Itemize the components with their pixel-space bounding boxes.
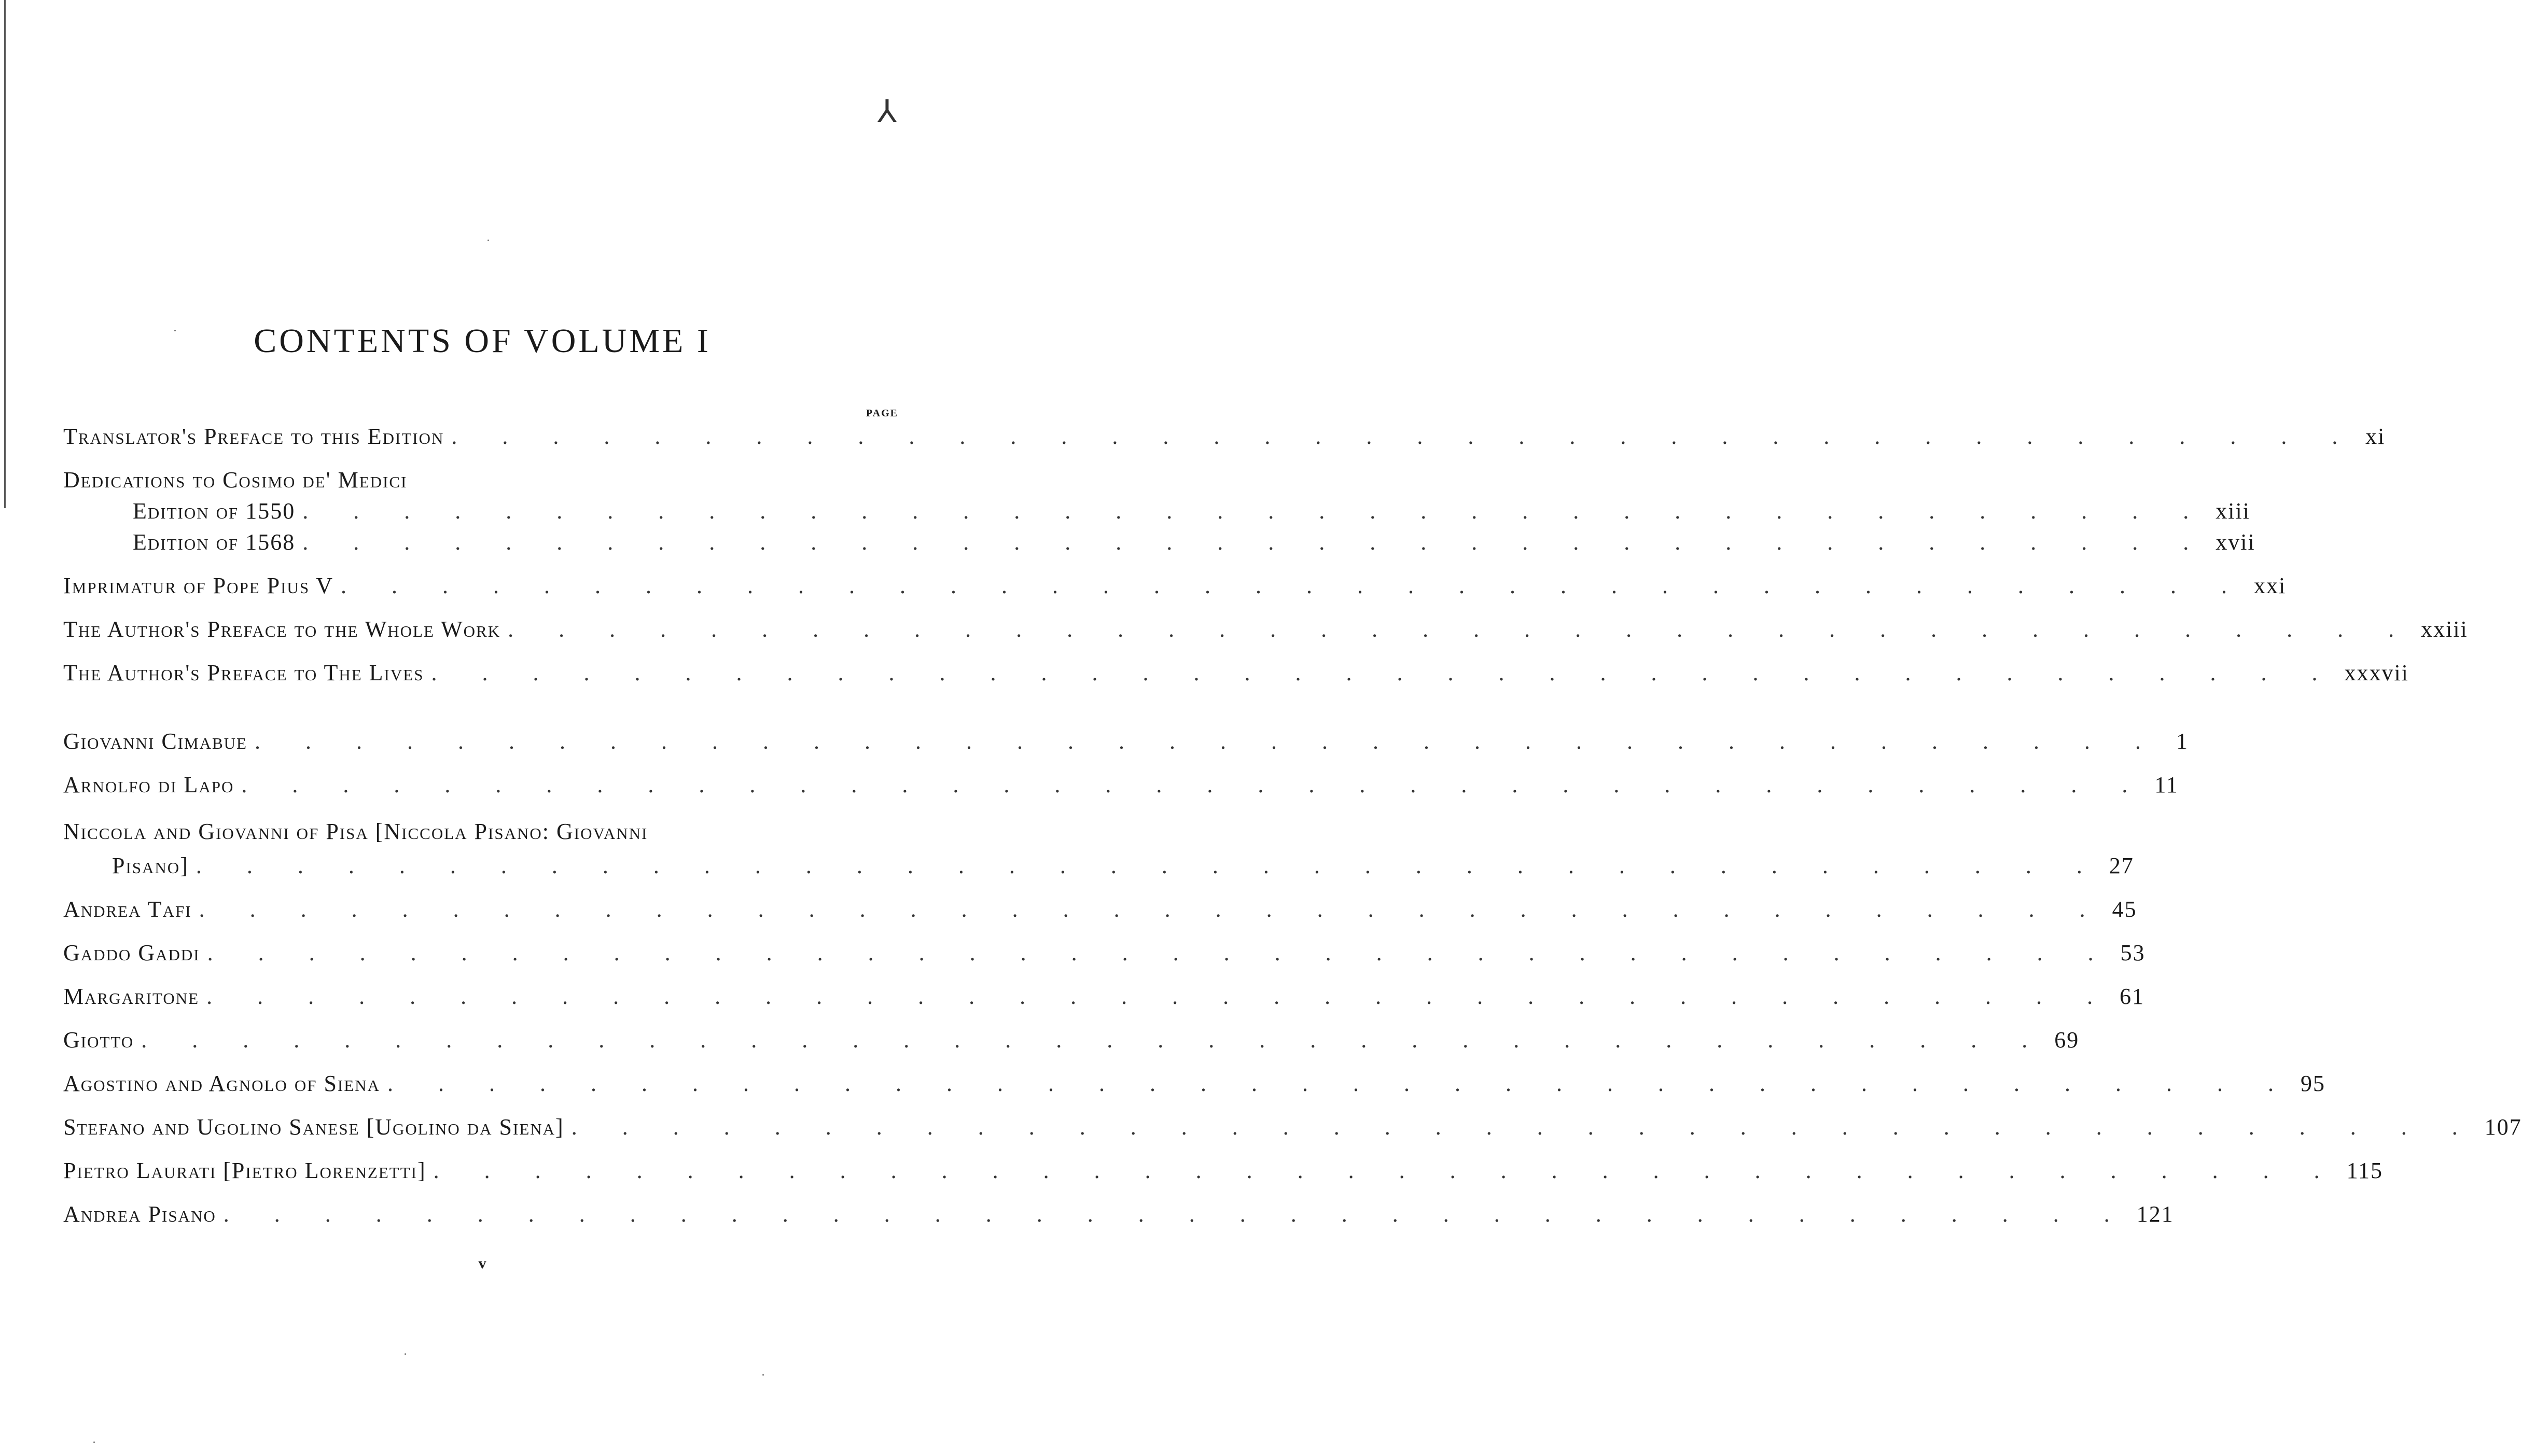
entry-title: The Author's Preface to the Whole Work xyxy=(63,617,501,642)
scan-speck xyxy=(762,1374,764,1376)
dot-leader: . . . . . . . . . . . . . . . . . . . . . . . . . . . . . . . . . . . . . . xyxy=(223,1201,2129,1227)
toc-entry xyxy=(63,1027,2080,1058)
dot-leader: . . . . . . . . . . . . . . . . . . . . . . . . . . . . . . . . . . . . . . xyxy=(254,729,2161,754)
scan-speck xyxy=(487,240,489,241)
dot-leader: . . . . . . . . . . . . . . . . . . . . . . . . . . . . . . . . . . . . . . xyxy=(433,1158,2339,1183)
toc-entry xyxy=(63,1201,2174,1232)
entry-title: Arnolfo di Lapo xyxy=(63,772,234,797)
toc-entry-continuation xyxy=(112,852,2134,884)
entry-page: 115 xyxy=(2346,1158,2384,1183)
toc-entry xyxy=(63,1114,2522,1145)
dot-leader: . . . . . . . . . . . . . . . . . . . . . . . . . . . . . . . . . . . . . . xyxy=(387,1071,2293,1096)
dot-leader: . . . . . . . . . . . . . . . . . . . . . . . . . . . . . . . . . . . . . . xyxy=(141,1027,2047,1053)
entry-title: Pietro Laurati [Pietro Lorenzetti] xyxy=(63,1158,426,1183)
dot-leader: . . . . . . . . . . . . . . . . . . . . . . . . . . . . . . . . . . . . . . xyxy=(571,1114,2477,1140)
entry-page: 27 xyxy=(2109,853,2134,878)
dot-leader: . . . . . . . . . . . . . . . . . . . . . . . . . . . . . . . . . . . . . . xyxy=(302,498,2209,524)
dot-leader: . . . . . . . . . . . . . . . . . . . . . . . . . . . . . . . . . . . . . . xyxy=(196,853,2102,878)
entry-title: Edition of 1568 xyxy=(133,529,296,555)
dot-leader: . . . . . . . . . . . . . . . . . . . . . . . . . . . . . . . . . . . . . . xyxy=(241,772,2148,797)
entry-title: Agostino and Agnolo of Siena xyxy=(63,1071,380,1096)
entry-page: xi xyxy=(2365,424,2386,449)
page-title: CONTENTS OF VOLUME I xyxy=(254,322,711,360)
entry-title: Edition of 1550 xyxy=(133,498,296,524)
toc-entry xyxy=(63,983,2145,1014)
entry-page: 53 xyxy=(2120,940,2145,965)
entry-title: Translator's Preface to this Edition xyxy=(63,424,444,449)
toc-entry xyxy=(63,616,2468,647)
entry-title: Imprimatur of Pope Pius V xyxy=(63,573,334,598)
entry-title: Dedications to Cosimo de' Medici xyxy=(63,467,408,493)
toc-entry xyxy=(63,896,2137,927)
entry-page: 1 xyxy=(2176,729,2189,754)
entry-title: Pisano] xyxy=(112,853,189,878)
dot-leader: . . . . . . . . . . . . . . . . . . . . . . . . . . . . . . . . . . . . . . xyxy=(431,660,2337,685)
dot-leader: . . . . . . . . . . . . . . . . . . . . . . . . . . . . . . . . . . . . . . xyxy=(206,984,2113,1009)
entry-page: xxiii xyxy=(2421,617,2468,642)
dot-leader: . . . . . . . . . . . . . . . . . . . . . . . . . . . . . . . . . . . . . . xyxy=(302,529,2209,555)
entry-page: 107 xyxy=(2484,1114,2522,1140)
dot-leader: . . . . . . . . . . . . . . . . . . . . . . . . . . . . . . . . . . . . . . xyxy=(199,897,2105,922)
entry-page: xxi xyxy=(2254,573,2287,598)
ink-mark: ⅄ xyxy=(877,93,897,130)
entry-page: 69 xyxy=(2054,1027,2080,1053)
entry-title: The Author's Preface to The Lives xyxy=(63,660,424,685)
entry-page: xiii xyxy=(2216,498,2250,524)
scan-speck xyxy=(93,1441,95,1443)
toc-entry-wrapped: Niccola and Giovanni of Pisa [Niccola Pisano: Giovanni xyxy=(63,819,648,844)
entry-page: 121 xyxy=(2136,1201,2174,1227)
toc-entry xyxy=(63,572,2287,604)
entry-title: Andrea Tafi xyxy=(63,897,192,922)
entry-title: Margaritone xyxy=(63,984,200,1009)
entry-page: 61 xyxy=(2120,984,2145,1009)
entry-page: xxxvii xyxy=(2344,660,2409,685)
entry-title: Stefano and Ugolino Sanese [Ugolino da Siena] xyxy=(63,1114,564,1140)
page-folio: v xyxy=(478,1255,486,1272)
dot-leader: . . . . . . . . . . . . . . . . . . . . . . . . . . . . . . . . . . . . . . xyxy=(508,617,2414,642)
entry-title: Giotto xyxy=(63,1027,134,1053)
toc-entry xyxy=(63,772,2179,803)
entry-page: 45 xyxy=(2112,897,2137,922)
dot-leader: . . . . . . . . . . . . . . . . . . . . . . . . . . . . . . . . . . . . . . xyxy=(341,573,2247,598)
dot-leader: . . . . . . . . . . . . . . . . . . . . . . . . . . . . . . . . . . . . . . xyxy=(207,940,2113,965)
scan-speck xyxy=(174,330,176,331)
binding-edge xyxy=(4,0,9,508)
dot-leader: . . . . . . . . . . . . . . . . . . . . . . . . . . . . . . . . . . . . . . xyxy=(451,424,2358,449)
entry-title: Andrea Pisano xyxy=(63,1201,216,1227)
entry-title: Giovanni Cimabue xyxy=(63,729,247,754)
toc-entry xyxy=(63,660,2409,691)
entry-title: Gaddo Gaddi xyxy=(63,940,200,965)
page-column-label: PAGE xyxy=(866,408,898,419)
toc-entry xyxy=(63,467,898,498)
toc-entry xyxy=(63,1157,2384,1188)
entry-page: xvii xyxy=(2216,529,2255,555)
toc-entry xyxy=(63,423,2386,454)
entry-page: 11 xyxy=(2154,772,2179,797)
toc-entry xyxy=(63,728,2189,759)
entry-page: 95 xyxy=(2300,1071,2325,1096)
toc-entry xyxy=(63,940,2145,971)
toc-subentry xyxy=(133,498,2250,529)
toc-entry xyxy=(63,1070,2325,1101)
toc-subentry xyxy=(133,529,2255,560)
scan-speck xyxy=(405,1353,406,1355)
